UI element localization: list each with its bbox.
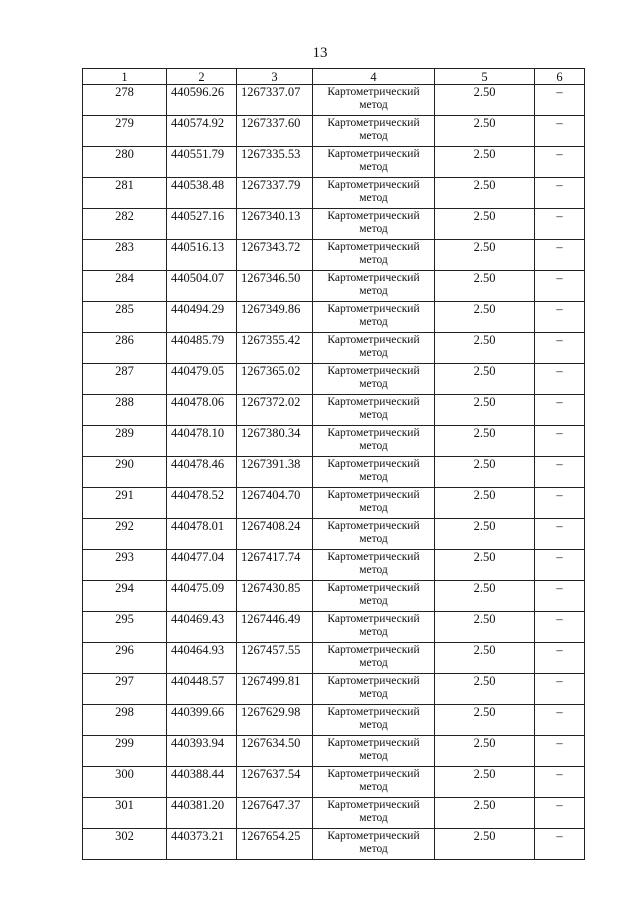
description-cell: – — [535, 395, 585, 426]
x-coordinate-cell: 440381.20 — [167, 798, 237, 829]
error-cell: 2.50 — [435, 364, 535, 395]
method-cell — [313, 674, 435, 705]
error-cell: 2.50 — [435, 85, 535, 116]
error-cell: 2.50 — [435, 302, 535, 333]
x-coordinate-cell: 440479.05 — [167, 364, 237, 395]
point-number-cell: 288 — [83, 395, 167, 426]
point-number-cell: 284 — [83, 271, 167, 302]
y-coordinate-cell: 1267634.50 — [237, 736, 313, 767]
method-line-1: Картометрический — [327, 551, 420, 563]
table-row — [83, 209, 585, 240]
method-line-1: Картометрический — [327, 520, 420, 532]
table-row — [83, 147, 585, 178]
error-cell: 2.50 — [435, 767, 535, 798]
error-cell: 2.50 — [435, 457, 535, 488]
point-number-cell: 302 — [83, 829, 167, 860]
y-coordinate-cell: 1267337.79 — [237, 178, 313, 209]
y-coordinate-cell: 1267647.37 — [237, 798, 313, 829]
method-cell — [313, 550, 435, 581]
description-cell: – — [535, 829, 585, 860]
point-number-cell: 298 — [83, 705, 167, 736]
point-number-cell: 283 — [83, 240, 167, 271]
coordinates-table — [82, 68, 585, 860]
method-line-2: метод — [359, 378, 388, 390]
y-coordinate-cell: 1267340.13 — [237, 209, 313, 240]
point-number-cell: 290 — [83, 457, 167, 488]
y-coordinate-cell: 1267365.02 — [237, 364, 313, 395]
point-number-cell: 281 — [83, 178, 167, 209]
column-header-5: 5 — [435, 69, 535, 85]
error-cell: 2.50 — [435, 426, 535, 457]
y-coordinate-cell: 1267654.25 — [237, 829, 313, 860]
description-cell: – — [535, 426, 585, 457]
method-line-2: метод — [359, 99, 388, 111]
y-coordinate-cell: 1267457.55 — [237, 643, 313, 674]
y-coordinate-cell: 1267408.24 — [237, 519, 313, 550]
error-cell: 2.50 — [435, 705, 535, 736]
error-cell: 2.50 — [435, 333, 535, 364]
table-row — [83, 581, 585, 612]
column-header-3: 3 — [237, 69, 313, 85]
point-number-cell: 296 — [83, 643, 167, 674]
method-line-1: Картометрический — [327, 210, 420, 222]
y-coordinate-cell: 1267335.53 — [237, 147, 313, 178]
table-row — [83, 271, 585, 302]
method-cell — [313, 302, 435, 333]
method-line-2: метод — [359, 657, 388, 669]
x-coordinate-cell: 440478.10 — [167, 426, 237, 457]
method-line-1: Картометрический — [327, 799, 420, 811]
method-line-1: Картометрический — [327, 272, 420, 284]
error-cell: 2.50 — [435, 488, 535, 519]
x-coordinate-cell: 440399.66 — [167, 705, 237, 736]
description-cell: – — [535, 209, 585, 240]
x-coordinate-cell: 440478.46 — [167, 457, 237, 488]
y-coordinate-cell: 1267337.60 — [237, 116, 313, 147]
point-number-cell: 291 — [83, 488, 167, 519]
y-coordinate-cell: 1267337.07 — [237, 85, 313, 116]
method-cell — [313, 457, 435, 488]
table-header — [83, 69, 585, 85]
method-line-1: Картометрический — [327, 675, 420, 687]
description-cell: – — [535, 581, 585, 612]
error-cell: 2.50 — [435, 736, 535, 767]
x-coordinate-cell: 440373.21 — [167, 829, 237, 860]
method-line-2: метод — [359, 564, 388, 576]
x-coordinate-cell: 440388.44 — [167, 767, 237, 798]
error-cell: 2.50 — [435, 519, 535, 550]
method-line-2: метод — [359, 440, 388, 452]
x-coordinate-cell: 440478.01 — [167, 519, 237, 550]
method-line-1: Картометрический — [327, 737, 420, 749]
point-number-cell: 279 — [83, 116, 167, 147]
description-cell: – — [535, 364, 585, 395]
method-line-2: метод — [359, 843, 388, 855]
method-line-1: Картометрический — [327, 117, 420, 129]
x-coordinate-cell: 440551.79 — [167, 147, 237, 178]
y-coordinate-cell: 1267629.98 — [237, 705, 313, 736]
table-row — [83, 240, 585, 271]
method-line-1: Картометрический — [327, 241, 420, 253]
description-cell: – — [535, 147, 585, 178]
method-line-2: метод — [359, 223, 388, 235]
table-row — [83, 550, 585, 581]
error-cell: 2.50 — [435, 581, 535, 612]
table-row — [83, 302, 585, 333]
x-coordinate-cell: 440596.26 — [167, 85, 237, 116]
method-line-1: Картометрический — [327, 179, 420, 191]
x-coordinate-cell: 440478.52 — [167, 488, 237, 519]
description-cell: – — [535, 736, 585, 767]
y-coordinate-cell: 1267372.02 — [237, 395, 313, 426]
description-cell: – — [535, 178, 585, 209]
point-number-cell: 280 — [83, 147, 167, 178]
table-row — [83, 829, 585, 860]
method-cell — [313, 364, 435, 395]
error-cell: 2.50 — [435, 178, 535, 209]
point-number-cell: 287 — [83, 364, 167, 395]
description-cell: – — [535, 271, 585, 302]
point-number-cell: 292 — [83, 519, 167, 550]
point-number-cell: 278 — [83, 85, 167, 116]
method-line-2: метод — [359, 471, 388, 483]
method-line-1: Картометрический — [327, 148, 420, 160]
method-cell — [313, 85, 435, 116]
x-coordinate-cell: 440574.92 — [167, 116, 237, 147]
method-cell — [313, 147, 435, 178]
method-cell — [313, 519, 435, 550]
method-cell — [313, 426, 435, 457]
table-row — [83, 767, 585, 798]
point-number-cell: 285 — [83, 302, 167, 333]
method-cell — [313, 767, 435, 798]
method-line-2: метод — [359, 130, 388, 142]
description-cell: – — [535, 674, 585, 705]
column-header-1: 1 — [83, 69, 167, 85]
method-line-2: метод — [359, 409, 388, 421]
method-cell — [313, 798, 435, 829]
method-line-1: Картометрический — [327, 830, 420, 842]
description-cell: – — [535, 519, 585, 550]
header-row — [83, 69, 585, 85]
point-number-cell: 300 — [83, 767, 167, 798]
point-number-cell: 295 — [83, 612, 167, 643]
column-header-4: 4 — [313, 69, 435, 85]
table-row — [83, 674, 585, 705]
method-cell — [313, 116, 435, 147]
method-line-2: метод — [359, 254, 388, 266]
description-cell: – — [535, 488, 585, 519]
x-coordinate-cell: 440475.09 — [167, 581, 237, 612]
method-line-2: метод — [359, 626, 388, 638]
method-cell — [313, 178, 435, 209]
y-coordinate-cell: 1267417.74 — [237, 550, 313, 581]
method-line-2: метод — [359, 595, 388, 607]
method-cell — [313, 612, 435, 643]
y-coordinate-cell: 1267346.50 — [237, 271, 313, 302]
error-cell: 2.50 — [435, 395, 535, 426]
description-cell: – — [535, 302, 585, 333]
y-coordinate-cell: 1267499.81 — [237, 674, 313, 705]
y-coordinate-cell: 1267343.72 — [237, 240, 313, 271]
method-cell — [313, 643, 435, 674]
description-cell: – — [535, 767, 585, 798]
point-number-cell: 286 — [83, 333, 167, 364]
method-line-1: Картометрический — [327, 86, 420, 98]
error-cell: 2.50 — [435, 643, 535, 674]
x-coordinate-cell: 440527.16 — [167, 209, 237, 240]
x-coordinate-cell: 440494.29 — [167, 302, 237, 333]
point-number-cell: 299 — [83, 736, 167, 767]
method-line-2: метод — [359, 719, 388, 731]
table-row — [83, 364, 585, 395]
table-row — [83, 705, 585, 736]
page-number: 13 — [312, 45, 328, 61]
y-coordinate-cell: 1267404.70 — [237, 488, 313, 519]
description-cell: – — [535, 798, 585, 829]
description-cell: – — [535, 116, 585, 147]
error-cell: 2.50 — [435, 116, 535, 147]
error-cell: 2.50 — [435, 798, 535, 829]
description-cell: – — [535, 85, 585, 116]
method-line-1: Картометрический — [327, 365, 420, 377]
table-row — [83, 643, 585, 674]
table-row — [83, 519, 585, 550]
point-number-cell: 293 — [83, 550, 167, 581]
x-coordinate-cell: 440538.48 — [167, 178, 237, 209]
point-number-cell: 294 — [83, 581, 167, 612]
method-line-1: Картометрический — [327, 303, 420, 315]
method-line-2: метод — [359, 533, 388, 545]
table-row — [83, 426, 585, 457]
table-row — [83, 85, 585, 116]
x-coordinate-cell: 440485.79 — [167, 333, 237, 364]
method-line-2: метод — [359, 750, 388, 762]
column-header-6: 6 — [535, 69, 585, 85]
y-coordinate-cell: 1267446.49 — [237, 612, 313, 643]
method-cell — [313, 581, 435, 612]
method-line-2: метод — [359, 688, 388, 700]
y-coordinate-cell: 1267355.42 — [237, 333, 313, 364]
method-line-2: метод — [359, 285, 388, 297]
description-cell: – — [535, 643, 585, 674]
table-row — [83, 457, 585, 488]
method-cell — [313, 736, 435, 767]
x-coordinate-cell: 440478.06 — [167, 395, 237, 426]
method-line-1: Картометрический — [327, 582, 420, 594]
description-cell: – — [535, 240, 585, 271]
x-coordinate-cell: 440469.43 — [167, 612, 237, 643]
method-line-1: Картометрический — [327, 427, 420, 439]
method-line-1: Картометрический — [327, 706, 420, 718]
y-coordinate-cell: 1267391.38 — [237, 457, 313, 488]
method-line-1: Картометрический — [327, 396, 420, 408]
table-row — [83, 612, 585, 643]
method-cell — [313, 333, 435, 364]
method-line-1: Картометрический — [327, 458, 420, 470]
description-cell: – — [535, 333, 585, 364]
point-number-cell: 301 — [83, 798, 167, 829]
column-header-2: 2 — [167, 69, 237, 85]
table-row — [83, 395, 585, 426]
description-cell: – — [535, 612, 585, 643]
x-coordinate-cell: 440477.04 — [167, 550, 237, 581]
method-line-1: Картометрический — [327, 489, 420, 501]
y-coordinate-cell: 1267637.54 — [237, 767, 313, 798]
description-cell: – — [535, 705, 585, 736]
method-line-1: Картометрический — [327, 768, 420, 780]
method-line-2: метод — [359, 161, 388, 173]
point-number-cell: 282 — [83, 209, 167, 240]
error-cell: 2.50 — [435, 674, 535, 705]
error-cell: 2.50 — [435, 240, 535, 271]
x-coordinate-cell: 440504.07 — [167, 271, 237, 302]
method-cell — [313, 209, 435, 240]
point-number-cell: 297 — [83, 674, 167, 705]
method-cell — [313, 271, 435, 302]
x-coordinate-cell: 440448.57 — [167, 674, 237, 705]
method-line-2: метод — [359, 781, 388, 793]
table-row — [83, 178, 585, 209]
method-line-1: Картометрический — [327, 613, 420, 625]
description-cell: – — [535, 457, 585, 488]
table-body — [83, 85, 585, 860]
method-line-2: метод — [359, 812, 388, 824]
table-row — [83, 116, 585, 147]
error-cell: 2.50 — [435, 147, 535, 178]
method-cell — [313, 488, 435, 519]
error-cell: 2.50 — [435, 271, 535, 302]
method-line-2: метод — [359, 316, 388, 328]
table-row — [83, 798, 585, 829]
x-coordinate-cell: 440464.93 — [167, 643, 237, 674]
method-cell — [313, 395, 435, 426]
x-coordinate-cell: 440516.13 — [167, 240, 237, 271]
error-cell: 2.50 — [435, 829, 535, 860]
error-cell: 2.50 — [435, 612, 535, 643]
table-row — [83, 333, 585, 364]
y-coordinate-cell: 1267430.85 — [237, 581, 313, 612]
method-line-1: Картометрический — [327, 644, 420, 656]
y-coordinate-cell: 1267380.34 — [237, 426, 313, 457]
table-row — [83, 736, 585, 767]
error-cell: 2.50 — [435, 209, 535, 240]
table-row — [83, 488, 585, 519]
description-cell: – — [535, 550, 585, 581]
point-number-cell: 289 — [83, 426, 167, 457]
x-coordinate-cell: 440393.94 — [167, 736, 237, 767]
method-line-2: метод — [359, 192, 388, 204]
y-coordinate-cell: 1267349.86 — [237, 302, 313, 333]
method-line-1: Картометрический — [327, 334, 420, 346]
method-cell — [313, 829, 435, 860]
method-line-2: метод — [359, 502, 388, 514]
method-cell — [313, 705, 435, 736]
error-cell: 2.50 — [435, 550, 535, 581]
method-cell — [313, 240, 435, 271]
method-line-2: метод — [359, 347, 388, 359]
